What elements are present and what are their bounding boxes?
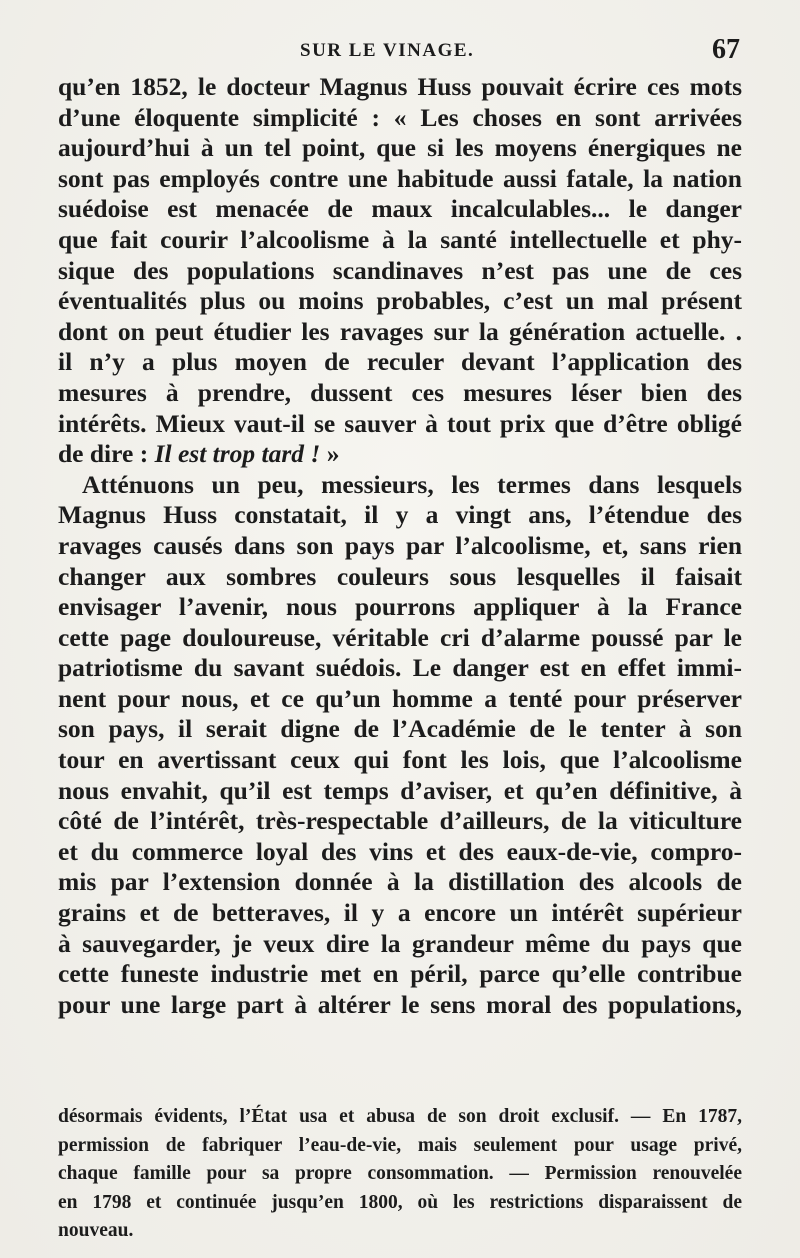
running-title: SUR LE VINAGE.: [300, 40, 475, 61]
text-line: cette funeste industrie met en péril, parce qu’elle contribue: [58, 959, 742, 989]
footnote-line: chaque famille pour sa propre consommation. — Permission renouvelée: [58, 1163, 742, 1184]
text-line: mesures à prendre, dussent ces mesures léser bien des: [58, 377, 742, 407]
text-line: nous envahit, qu’il est temps d’aviser, et qu’en définitive, à: [58, 775, 742, 805]
footnote-line: permission de fabriquer l’eau-de-vie, mais seulement pour usage privé,: [58, 1134, 742, 1156]
text-line: qu’en 1852, le docteur Magnus Huss pouvait écrire ces mots: [58, 72, 742, 101]
text-line: dont on peut étudier les ravages sur la génération actuelle. .: [58, 316, 742, 346]
text-line: ravages causés dans son pays par l’alcoolisme, et, sans rien: [58, 530, 742, 560]
text-line: et du commerce loyal des vins et des eaux-de-vie, compro-: [58, 836, 742, 866]
text-line: côté de l’intérêt, très-respectable d’ailleurs, de la viticulture: [58, 806, 742, 836]
text-line: mis par l’extension donnée à la distillation des alcools de: [58, 867, 742, 897]
text-line: envisager l’avenir, nous pourrons appliquer à la France: [58, 592, 742, 622]
text-line: Magnus Huss constatait, il y a vingt ans, l’étendue des: [58, 500, 742, 530]
text-line: aujourd’hui à un tel point, que si les moyens énergiques ne: [58, 133, 742, 163]
text-line: pour une large part à altérer le sens moral des populations,: [58, 989, 742, 1019]
text-line: sont pas employés contre une habitude aussi fatale, la nation: [58, 163, 742, 193]
footnote-line: nouveau.: [58, 1220, 134, 1241]
text-line: suédoise est menacée de maux incalculables... le danger: [58, 194, 742, 224]
text-line: Atténuons un peu, messieurs, les termes dans lesquels: [82, 469, 742, 499]
quote-prefix: de dire :: [58, 439, 155, 469]
page-header: [0, 34, 800, 70]
text-line: son pays, il serait digne de l’Académie de le tenter à son: [58, 714, 742, 744]
text-line: intérêts. Mieux vaut-il se sauver à tout prix que d’être obligé: [58, 408, 742, 438]
text-line: sique des populations scandinaves n’est pas une de ces: [58, 255, 742, 285]
text-line: cette page douloureuse, véritable cri d’alarme poussé par le: [58, 622, 742, 652]
text-line: que fait courir l’alcoolisme à la santé intellectuelle et phy-: [58, 224, 742, 254]
text-line: il n’y a plus moyen de reculer devant l’application des: [58, 347, 742, 377]
text-line: patriotisme du savant suédois. Le danger est en effet immi-: [58, 653, 742, 683]
page-number: 67: [712, 34, 740, 65]
quote-suffix: »: [320, 439, 340, 469]
text-line: changer aux sombres couleurs sous lesquelles il faisait: [58, 561, 742, 591]
footnote-line: désormais évidents, l’État usa et abusa de son droit exclusif. — En 1787,: [58, 1106, 742, 1127]
text-line: éventualités plus ou moins probables, c’est un mal présent: [58, 286, 742, 316]
paragraph-1: [58, 72, 742, 470]
text-line: nent pour nous, et ce qu’un homme a tenté pour préserver: [58, 683, 742, 713]
paragraph-2: [58, 470, 742, 1021]
main-text: [58, 72, 742, 1020]
quote-italic: Il est trop tard !: [154, 439, 321, 469]
text-line: à sauvegarder, je veux dire la grandeur même du pays que: [58, 928, 742, 958]
text-line: tour en avertissant ceux qui font les lois, que l’alcoolisme: [58, 745, 742, 775]
text-line: d’une éloquente simplicité : « Les choses en sont arrivées: [58, 102, 742, 132]
footnote-line: en 1798 et continuée jusqu’en 1800, où les restrictions disparaissent de: [58, 1191, 742, 1213]
text-line: grains et de betteraves, il y a encore un intérêt supérieur: [58, 898, 742, 928]
footnote: [58, 1103, 742, 1246]
text-line-quote-end: [58, 439, 742, 470]
